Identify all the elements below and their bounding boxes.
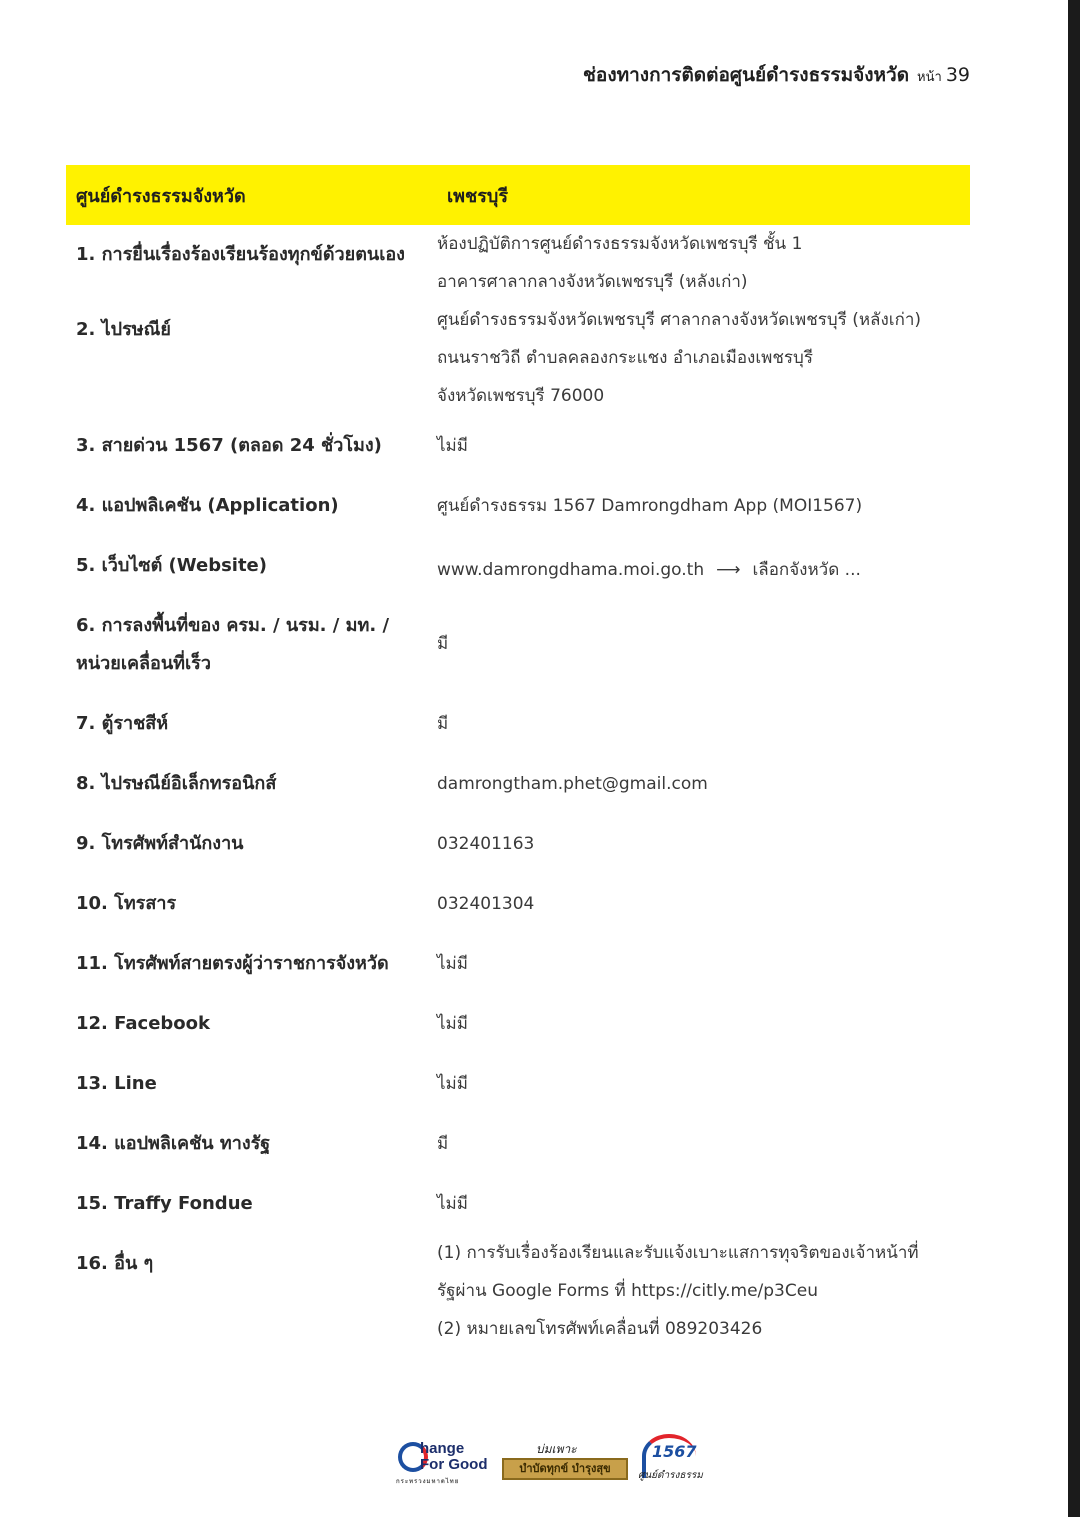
website-url[interactable]: www.damrongdhama.moi.go.th <box>437 560 705 580</box>
row-value: ไม่มี <box>437 1014 468 1034</box>
row-label: 11. โทรศัพท์สายตรงผู้ว่าราชการจังหวัด <box>76 953 389 974</box>
row-label: 6. การลงพื้นที่ของ ครม. / นรม. / มท. / หน่วยเคลื่อนที่เร็ว <box>76 615 390 674</box>
row-label: 2. ไปรษณีย์ <box>76 319 171 340</box>
row-value: ไม่มี <box>437 954 468 974</box>
page-label: หน้า <box>917 70 942 85</box>
row-value: 032401163 <box>437 834 535 854</box>
row-label: 8. ไปรษณีย์อิเล็กทรอนิกส์ <box>76 773 277 794</box>
row-value: ห้องปฏิบัติการศูนย์ดำรงธรรมจังหวัดเพชรบุรี ชั้น 1 อาคารศาลากลางจังหวัดเพชรบุรี (หลังเก่า) <box>437 234 803 292</box>
damrongtham-1567-logo: 1567 ศูนย์ดำรงธรรม <box>638 1430 710 1490</box>
contact-table <box>66 165 970 1339</box>
header-title: ช่องทางการติดต่อศูนย์ดำรงธรรมจังหวัด <box>583 64 910 86</box>
row-label: 3. สายด่วน 1567 (ตลอด 24 ชั่วโมง) <box>76 435 382 456</box>
row-label: 15. Traffy Fondue <box>76 1193 253 1214</box>
table-header <box>66 165 970 225</box>
row-label: 9. โทรศัพท์สำนักงาน <box>76 833 244 854</box>
row-value: 032401304 <box>437 894 535 914</box>
row-value: ไม่มี <box>437 436 468 456</box>
email-link[interactable]: damrongtham.phet@gmail.com <box>437 774 708 794</box>
row-value <box>437 765 967 803</box>
row-label: 4. แอปพลิเคชัน (Application) <box>76 495 339 516</box>
change-for-good-logo: hange For Good กระทรวงมหาดไทย <box>396 1440 488 1485</box>
row-value: ศูนย์ดำรงธรรมจังหวัดเพชรบุรี ศาลากลางจังหวัดเพชรบุรี (หลังเก่า) ถนนราชวิถี ตำบลคลองกระแชง อำเภอเมืองเพชรบุรี จังหวัดเพชรบุรี 76000 <box>437 310 922 406</box>
row-label: 16. อื่น ๆ <box>76 1253 154 1274</box>
arrow-right-icon: ⟶ <box>716 560 741 580</box>
row-value: มี <box>437 1134 449 1154</box>
row-value: มี <box>437 634 449 654</box>
page-edge <box>1068 0 1080 1517</box>
row-value: ไม่มี <box>437 1194 468 1214</box>
row-label: 12. Facebook <box>76 1013 211 1034</box>
row-value: www.damrongdhama.moi.go.th ⟶ เลือกจังหวัด ... <box>437 560 861 580</box>
row-label: 13. Line <box>76 1073 157 1094</box>
col-header-center: ศูนย์ดำรงธรรมจังหวัด <box>76 185 246 207</box>
footer-logos <box>396 1425 726 1495</box>
row-label: 1. การยื่นเรื่องร้องเรียนร้องทุกข์ด้วยตนเอง <box>76 244 405 265</box>
row-label: 10. โทรสาร <box>76 893 177 914</box>
row-value: ไม่มี <box>437 1074 468 1094</box>
motto-banner-logo: บ่มเพาะ บำบัดทุกข์ บำรุงสุข <box>502 1440 628 1480</box>
row-value: ศูนย์ดำรงธรรม 1567 Damrongdham App (MOI1567) <box>437 496 863 516</box>
page-number: 39 <box>945 64 970 86</box>
row-value: มี <box>437 714 449 734</box>
page-header <box>583 60 970 90</box>
row-value: (1) การรับเรื่องร้องเรียนและรับแจ้งเบาะแสการทุจริตของเจ้าหน้าที่ รัฐผ่าน Google Forms ที่ https://citly.me/p3Ceu (2) หมายเลขโทรศัพท์เคลื่อนที่ 089203426 <box>437 1243 919 1339</box>
row-label: 14. แอปพลิเคชัน ทางรัฐ <box>76 1133 271 1154</box>
row-label: 5. เว็บไซต์ (Website) <box>76 555 267 576</box>
row-label: 7. ตู้ราชสีห์ <box>76 713 169 734</box>
col-header-province: เพชรบุรี <box>447 185 508 207</box>
